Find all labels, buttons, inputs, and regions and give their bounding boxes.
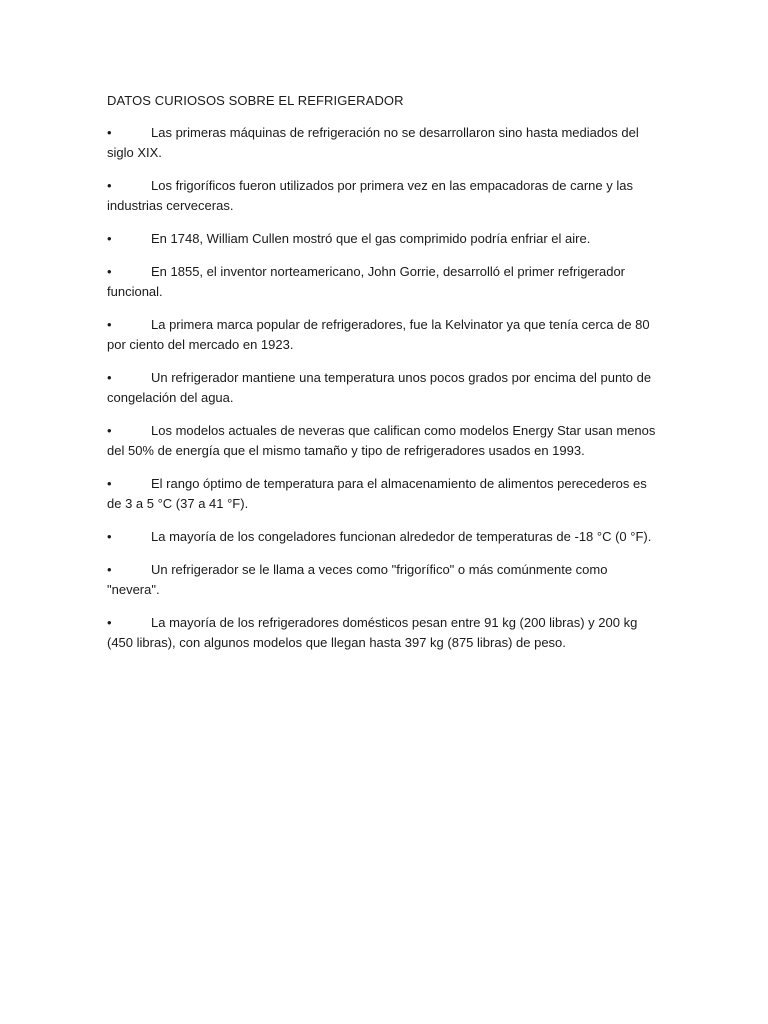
bullet-icon: • <box>107 125 112 140</box>
document-title: DATOS CURIOSOS SOBRE EL REFRIGERADOR <box>107 93 404 108</box>
list-item-text: Las primeras máquinas de refrigeración no se desarrollaron sino hasta mediados del siglo XIX. <box>107 125 639 160</box>
list-item-text: Los modelos actuales de neveras que califican como modelos Energy Star usan menos del 50% de energía que el mismo tamaño y tipo de refrigeradores usados en 1993. <box>107 423 656 458</box>
list-item <box>107 229 661 249</box>
list-item-text: La mayoría de los congeladores funcionan alrededor de temperaturas de -18 °C (0 °F). <box>151 529 652 544</box>
bullet-icon: • <box>107 370 112 385</box>
list-item <box>107 315 661 355</box>
list-item <box>107 613 661 653</box>
list-item-text: La mayoría de los refrigeradores domésticos pesan entre 91 kg (200 libras) y 200 kg (450 libras), con algunos modelos que llegan hasta 397 kg (875 libras) de peso. <box>107 615 638 650</box>
list-item <box>107 123 661 163</box>
bullet-icon: • <box>107 529 112 544</box>
list-item <box>107 421 661 461</box>
list-item <box>107 560 661 600</box>
bullet-icon: • <box>107 264 112 279</box>
list-item <box>107 474 661 514</box>
list-item-text: El rango óptimo de temperatura para el almacenamiento de alimentos perecederos es de 3 a 5 °C (37 a 41 °F). <box>107 476 647 511</box>
list-item-text: Los frigoríficos fueron utilizados por primera vez en las empacadoras de carne y las industrias cerveceras. <box>107 178 633 213</box>
list-item-text: Un refrigerador mantiene una temperatura unos pocos grados por encima del punto de congelación del agua. <box>107 370 652 405</box>
list-item <box>107 368 661 408</box>
list-item-text: Un refrigerador se le llama a veces como "frigorífico" o más comúnmente como "nevera". <box>107 562 608 597</box>
list-item-text: En 1748, William Cullen mostró que el gas comprimido podría enfriar el aire. <box>151 231 591 246</box>
list-item-text: La primera marca popular de refrigeradores, fue la Kelvinator ya que tenía cerca de 80 por ciento del mercado en 1923. <box>107 317 650 352</box>
bullet-icon: • <box>107 476 112 491</box>
list-item-text: En 1855, el inventor norteamericano, John Gorrie, desarrolló el primer refrigerador funcional. <box>107 264 626 299</box>
document-content <box>107 91 661 666</box>
list-item <box>107 527 661 547</box>
bullet-icon: • <box>107 231 112 246</box>
bullet-icon: • <box>107 615 112 630</box>
bullet-icon: • <box>107 317 112 332</box>
list-item <box>107 262 661 302</box>
bullet-icon: • <box>107 562 112 577</box>
bullet-icon: • <box>107 423 112 438</box>
list-item <box>107 176 661 216</box>
bullet-icon: • <box>107 178 112 193</box>
